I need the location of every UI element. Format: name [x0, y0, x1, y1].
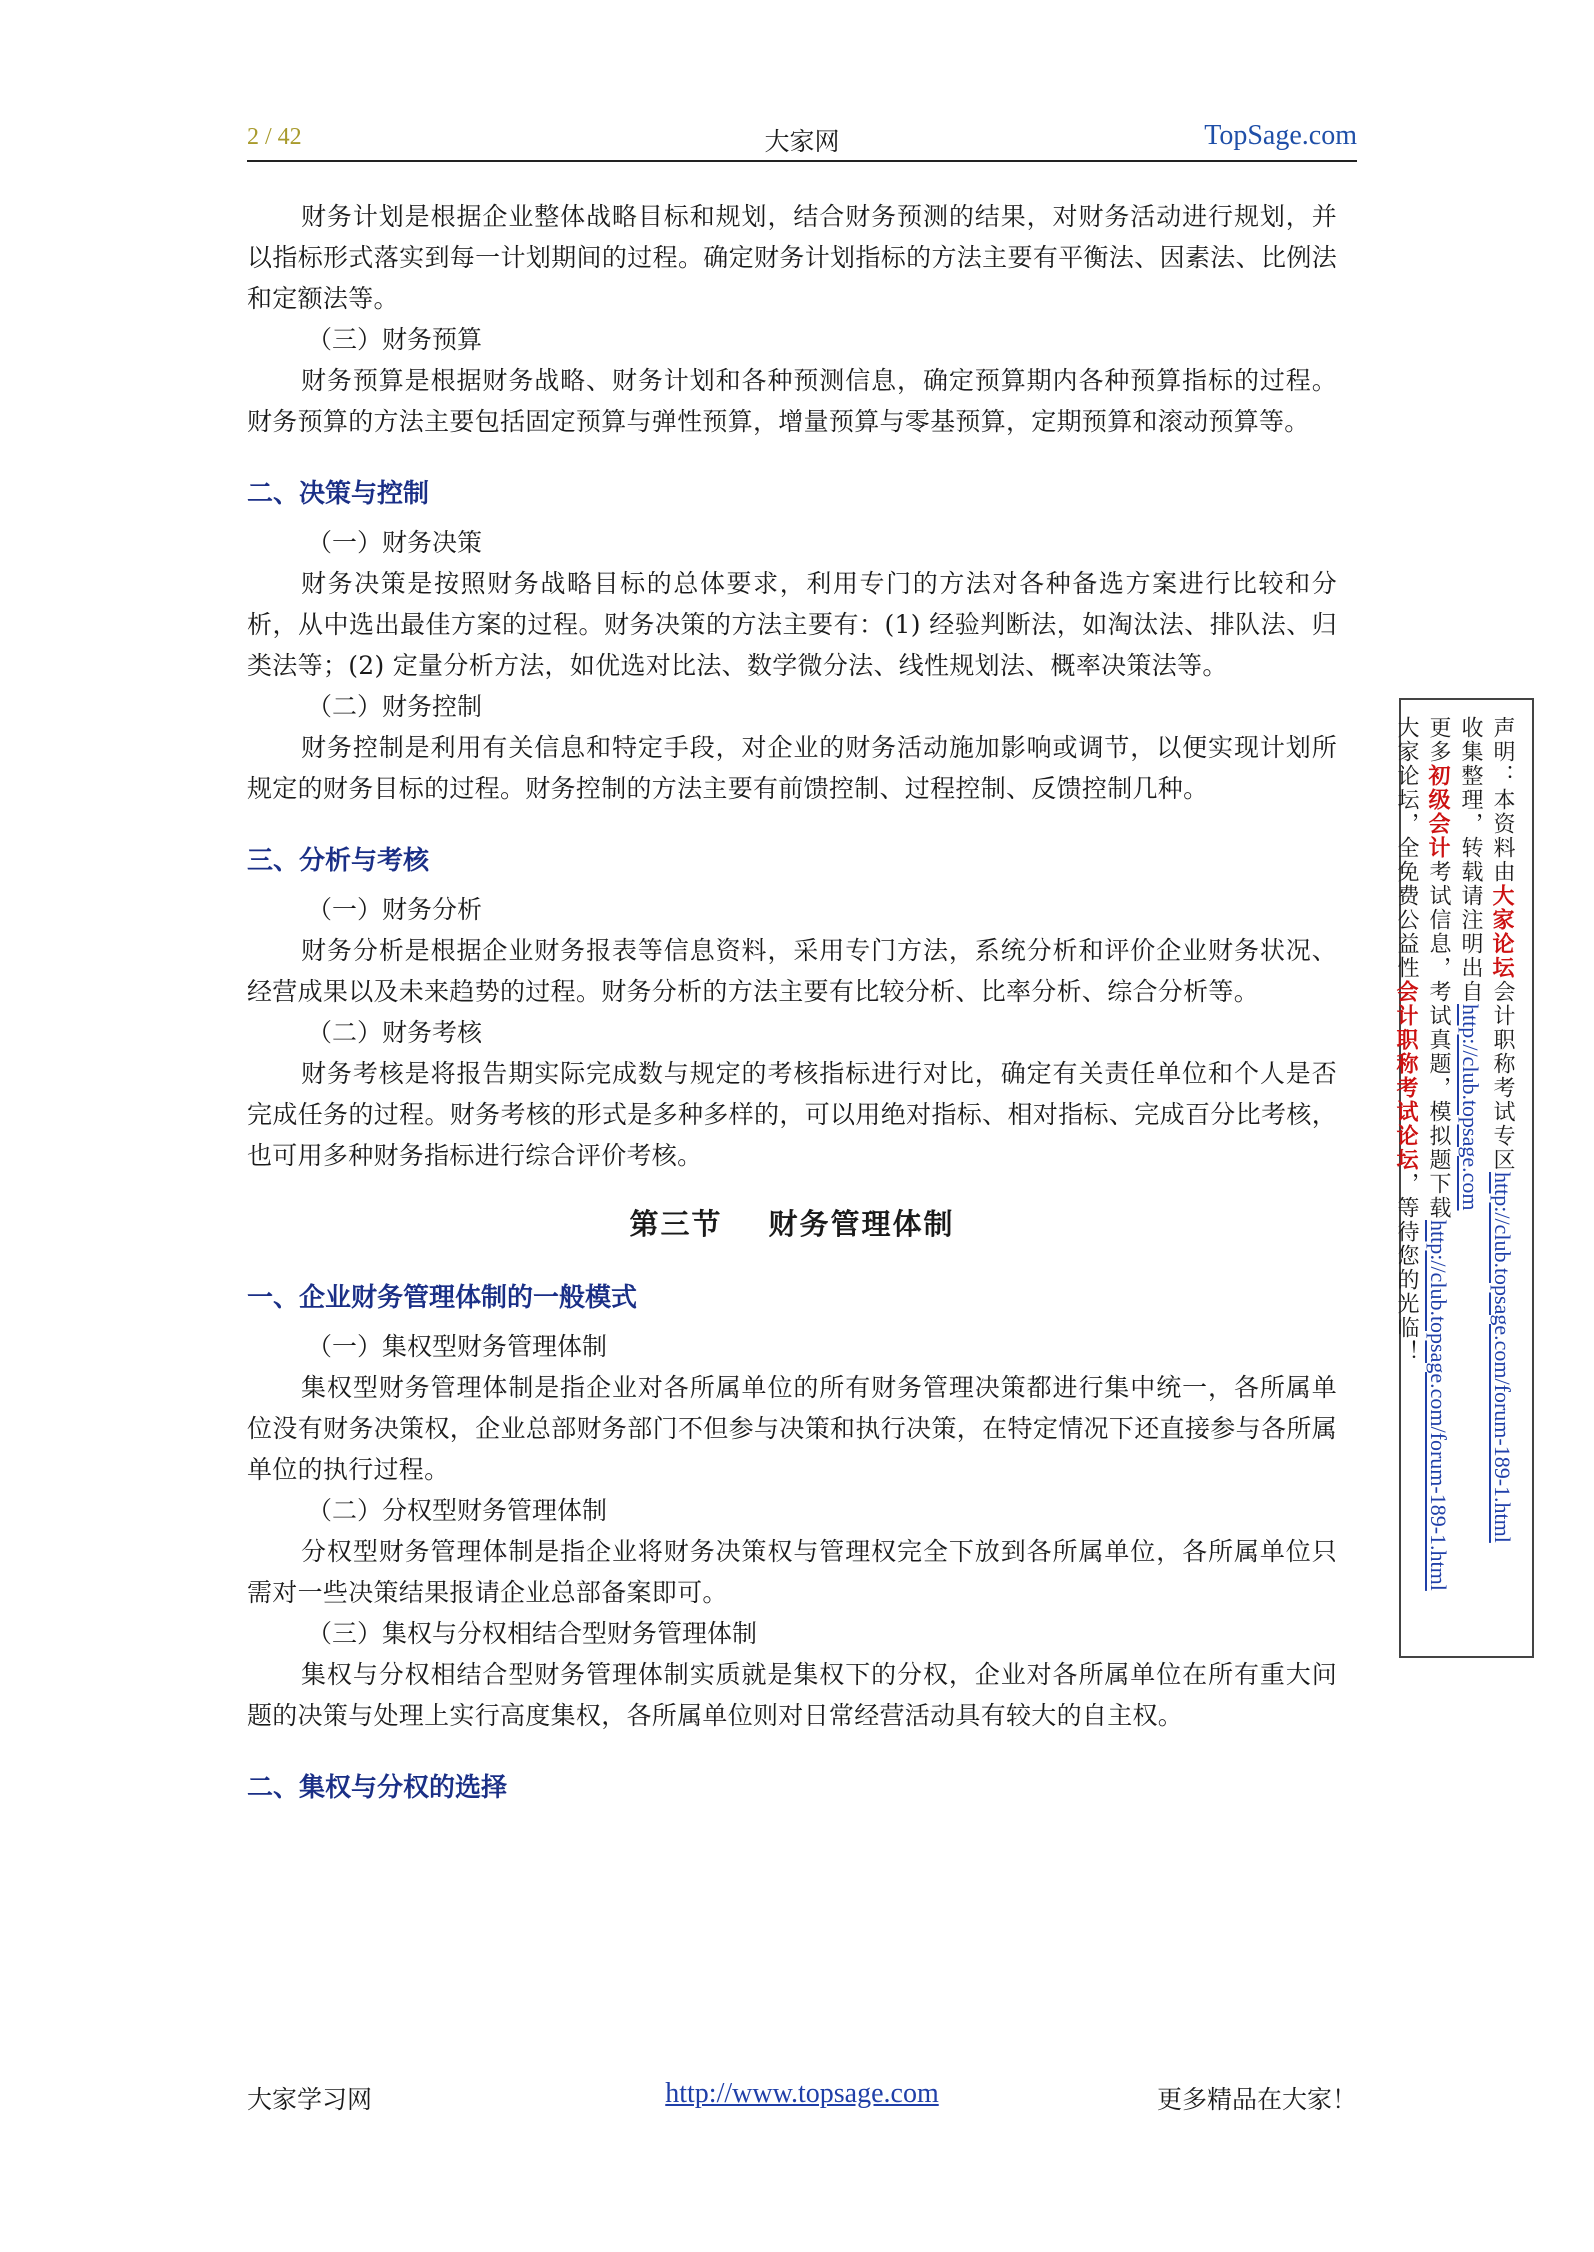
paragraph-financial-assessment: 财务考核是将报告期实际完成数与规定的考核指标进行对比，确定有关责任单位和个人是否完成任务的过程。财务考核的形式是多种多样的，可以用绝对指标、相对指标、完成百分比考核，也可用多种财务指标进行综合评价考核。	[247, 1059, 1337, 1170]
heading-analysis-assessment: 三、分析与考核	[247, 846, 430, 876]
notice-text-1: 声明：本资料由	[1490, 716, 1515, 884]
notice-text-2: 会计职称考试专区	[1490, 980, 1515, 1172]
footer-link[interactable]: http://www.topsage.com	[665, 2078, 939, 2109]
subheading-centralized: （一）集权型财务管理体制	[307, 1332, 608, 1361]
paragraph-decentralized: 分权型财务管理体制是指企业将财务决策权与管理权完全下放到各所属单位，各所属单位只需对一些决策结果报请企业总部备案即可。	[247, 1537, 1337, 1607]
heading-general-modes: 一、企业财务管理体制的一般模式	[247, 1283, 638, 1313]
paragraph-financial-control: 财务控制是利用有关信息和特定手段，对企业的财务活动施加影响或调节，以便实现计划所规定的财务目标的过程。财务控制的方法主要有前馈控制、过程控制、反馈控制几种。	[247, 733, 1337, 803]
heading-decision-control: 二、决策与控制	[247, 479, 430, 509]
notice-text-7: ，等待您的光临！	[1394, 1172, 1419, 1364]
subheading-financial-budget: （三）财务预算	[307, 325, 483, 354]
subheading-financial-analysis: （一）财务分析	[307, 895, 483, 924]
paragraph-financial-analysis: 财务分析是根据企业财务报表等信息资料，采用专门方法，系统分析和评价企业财务状况、经营成果以及未来趋势的过程。财务分析的方法主要有比较分析、比率分析、综合分析等。	[247, 936, 1337, 1006]
notice-link-download[interactable]: http://club.topsage.com/forum-189-1.html	[1426, 1220, 1451, 1591]
paragraph-financial-decision: 财务决策是按照财务战略目标的总体要求，利用专门的方法对各种备选方案进行比较和分析，从中选出最佳方案的过程。财务决策的方法主要有：(1) 经验判断法，如淘汰法、排队法、归类法等；(2) 定量分析方法，如优选对比法、数学微分法、线性规划法、概率决策法等。	[247, 569, 1337, 680]
paragraph-financial-budget: 财务预算是根据财务战略、财务计划和各种预测信息，确定预算期内各种预算指标的过程。财务预算的方法主要包括固定预算与弹性预算，增量预算与零基预算，定期预算和滚动预算等。	[247, 366, 1337, 436]
heading-choice: 二、集权与分权的选择	[247, 1773, 508, 1803]
notice-text-6: 大家论坛，全免费公益性	[1394, 716, 1419, 980]
notice-highlight-exam-forum: 会计职称考试论坛	[1393, 980, 1419, 1172]
page-header	[247, 118, 1357, 162]
notice-text-4: 更多	[1426, 716, 1451, 764]
notice-text-5: 考试信息，考试真题，模拟题下载	[1426, 860, 1451, 1220]
page-indicator: 2 / 42	[247, 124, 302, 150]
section-title: 财务管理体制	[768, 1207, 955, 1241]
paragraph-centralized: 集权型财务管理体制是指企业对各所属单位的所有财务管理决策都进行集中统一，各所属单位没有财务决策权，企业总部财务部门不但参与决策和执行决策，在特定情况下还直接参与各所属单位的执行过程。	[247, 1373, 1337, 1484]
notice-text-3: 收集整理，转载请注明出自	[1458, 716, 1483, 1004]
section-heading	[247, 1202, 1337, 1246]
notice-link-forum[interactable]: http://club.topsage.com/forum-189-1.html	[1490, 1172, 1515, 1543]
header-title: 大家网	[764, 127, 840, 156]
footer-left-text: 大家学习网	[247, 2085, 373, 2114]
side-notice-box	[1393, 698, 1534, 1658]
notice-link-club[interactable]: http://club.topsage.com	[1458, 1004, 1483, 1211]
subheading-financial-control: （二）财务控制	[307, 692, 483, 721]
side-notice-text	[1390, 716, 1518, 1646]
page-body	[247, 196, 1337, 1816]
subheading-financial-assessment: （二）财务考核	[307, 1018, 483, 1047]
subheading-combined: （三）集权与分权相结合型财务管理体制	[307, 1619, 758, 1648]
paragraph-financial-plan: 财务计划是根据企业整体战略目标和规划，结合财务预测的结果，对财务活动进行规划，并以指标形式落实到每一计划期间的过程。确定财务计划指标的方法主要有平衡法、因素法、比例法和定额法等。	[247, 202, 1337, 313]
notice-highlight-junior: 初级会计	[1425, 764, 1451, 860]
subheading-financial-decision: （一）财务决策	[307, 528, 483, 557]
header-site-name: TopSage.com	[1204, 120, 1357, 151]
footer-right-text: 更多精品在大家！	[1156, 2085, 1357, 2114]
page-footer	[247, 2080, 1357, 2120]
paragraph-combined: 集权与分权相结合型财务管理体制实质就是集权下的分权，企业对各所属单位在所有重大问题的决策与处理上实行高度集权，各所属单位则对日常经营活动具有较大的自主权。	[247, 1660, 1337, 1730]
notice-highlight-forum: 大家论坛	[1489, 884, 1515, 980]
section-number: 第三节	[629, 1207, 723, 1241]
subheading-decentralized: （二）分权型财务管理体制	[307, 1496, 608, 1525]
